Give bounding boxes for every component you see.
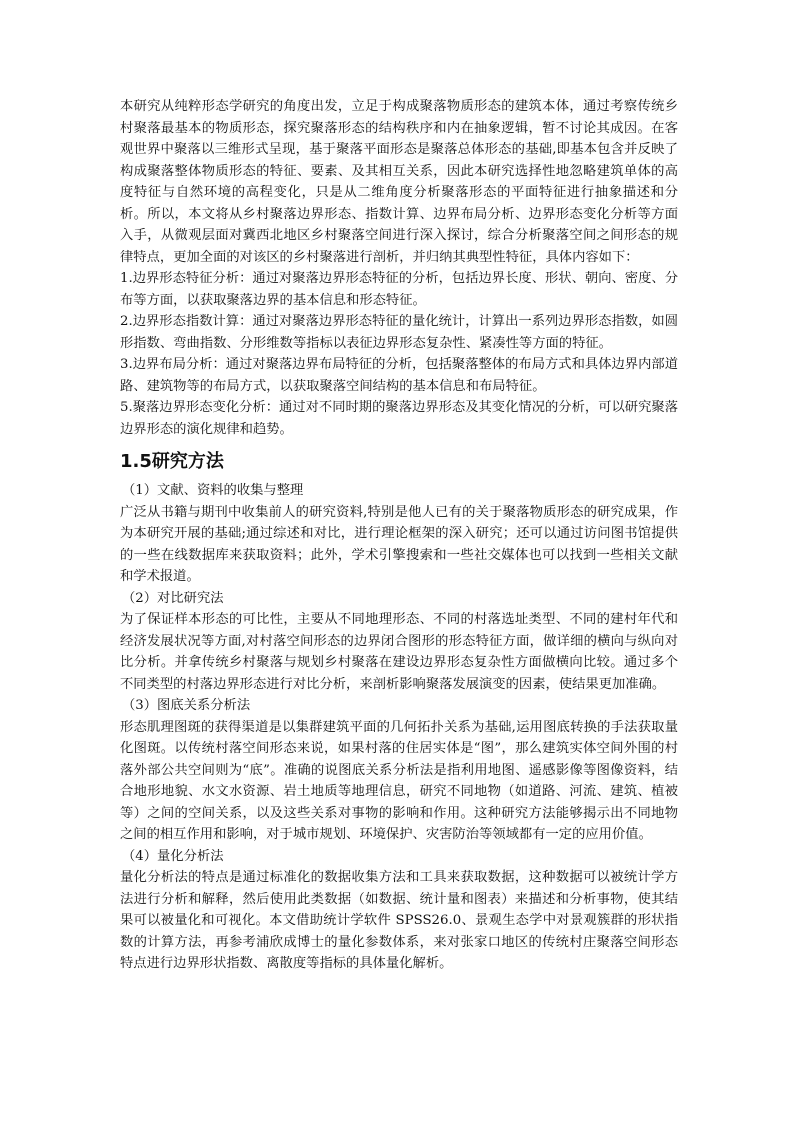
method-title: （3）图底关系分析法 <box>122 698 251 713</box>
intro-paragraph: 本研究从纯粹形态学研究的角度出发，立足于构成聚落物质形态的建筑本体，通过考察传统乡村聚落最基本的物质形态，探究聚落形态的结构秩序和内在抽象逻辑，暂不讨论其成因。在客观世界中聚落以三维形式呈现，基于聚落平面形态是聚落总体形态的基础,即基本包含并反映了构成聚落整体物质形态的特征、要素、及其相互关系，因此本研究选择性地忽略建筑单体的高度特征与自然环境的高程变化，只是从二维角度分析聚落形态的平面特征进行抽象描述和分析。所以，本文将从乡村聚落边界形态、指数计算、边界布局分析、边界形态变化分析等方面入手，从微观层面对冀西北地区乡村聚落空间进行深入探讨，综合分析聚落空间之间形态的规律特点，更加全面的对该区的乡村聚落进行剖析，并归纳其典型性特征，具体内容如下： <box>120 99 678 265</box>
section-heading: 1.5研究方法 <box>120 451 224 472</box>
list-item: 1.边界形态特征分析：通过对聚落边界形态特征的分析，包括边界长度、形状、朝向、密度、分布等方面，以获取聚落边界的基本信息和形态特征。 <box>120 271 678 308</box>
method-body: 广泛从书籍与期刊中收集前人的研究资料,特别是他人已有的关于聚落物质形态的研究成果，作为本研究开展的基础;通过综述和对比，进行理论框架的深入研究；还可以通过访问图书馆提供的一些在线数据库来获取资料；此外，学术引擎搜索和一些社交媒体也可以找到一些相关文献和学术报道。 <box>120 504 678 584</box>
method-body: 量化分析法的特点是通过标准化的数据收集方法和工具来获取数据，这种数据可以被统计学方法进行分析和解释，然后使用此类数据（如数据、统计量和图表）来描述和分析事物，使其结果可以被量化和可视化。本文借助统计学软件 SPSS26.0、景观生态学中对景观簇群的形状指数的计算方法，再参考浦欣成博士的量化参数体系，来对张家口地区的传统村庄聚落空间形态特点进行边界形状指数、离散度等指标的具体量化解析。 <box>120 870 678 971</box>
method-title: （1）文献、资料的收集与整理 <box>122 483 304 498</box>
list-item: 5.聚落边界形态变化分析：通过对不同时期的聚落边界形态及其变化情况的分析，可以研究聚落边界形态的演化规律和趋势。 <box>120 400 678 437</box>
method-body: 形态肌理图斑的获得渠道是以集群建筑平面的几何拓扑关系为基础,运用图底转换的手法获取量化图斑。以传统村落空间形态来说，如果村落的住居实体是“图”，那么建筑实体空间外围的村落外部公共空间则为“底”。准确的说图底关系分析法是指利用地图、遥感影像等图像资料，结合地形地貌、水文水资源、岩土地质等地理信息，研究不同地物（如道路、河流、建筑、植被等）之间的空间关系，以及这些关系对事物的影响和作用。这种研究方法能够揭示出不同地物之间的相互作用和影响，对于城市规划、环境保护、灾害防治等领域都有一定的应用价值。 <box>120 719 678 842</box>
method-body: 为了保证样本形态的可比性，主要从不同地理形态、不同的村落选址类型、不同的建村年代和经济发展状况等方面,对村落空间形态的边界闭合图形的形态特征方面，做详细的横向与纵向对比分析。并拿传统乡村聚落与规划乡村聚落在建设边界形态复杂性方面做横向比较。通过多个不同类型的村落边界形态进行对比分析，来剖析影响聚落发展演变的因素，使结果更加准确。 <box>120 612 678 692</box>
method-title: （4）量化分析法 <box>122 848 224 864</box>
list-item: 3.边界布局分析：通过对聚落边界布局特征的分析，包括聚落整体的布局方式和具体边界内部道路、建筑物等的布局方式，以获取聚落空间结构的基本信息和布局特征。 <box>120 357 678 394</box>
list-item: 2.边界形态指数计算：通过对聚落边界形态特征的量化统计，计算出一系列边界形态指数，如圆形指数、弯曲指数、分形维数等指标以表征边界形态复杂性、紧凑性等方面的特征。 <box>120 314 678 351</box>
method-title: （2）对比研究法 <box>122 590 224 606</box>
document-page <box>120 96 678 975</box>
